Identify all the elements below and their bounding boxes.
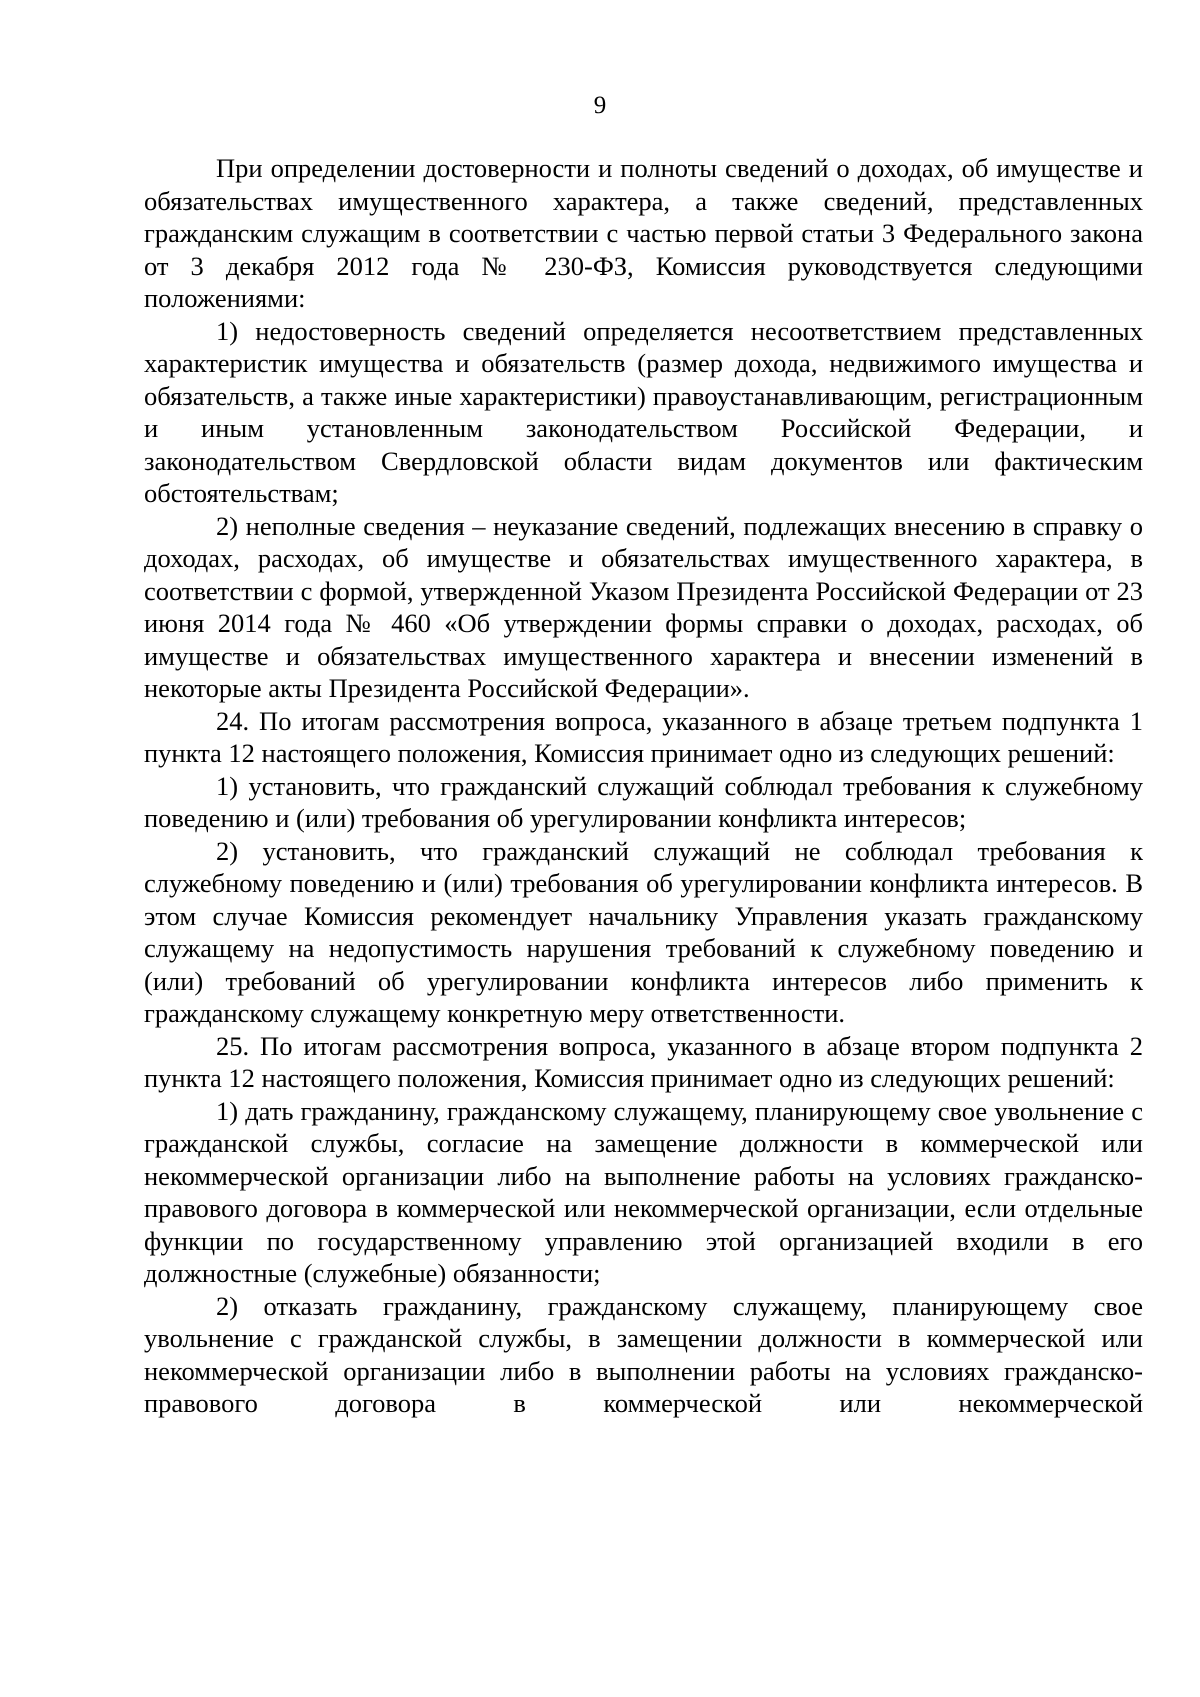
- paragraph-item-2-incomplete: 2) неполные сведения – неуказание сведений, подлежащих внесению в справку о доходах, расходах, об имуществе и обязательствах имущественного характера, в соответствии с формой, утвержденной Указом Президента Российской Федерации от 23 июня 2014 года № 460 «Об утверждении формы справки о доходах, расходах, об имуществе и обязательствах имущественного характера и внесении изменений в некоторые акты Президента Российской Федерации».: [144, 510, 1143, 703]
- paragraph-item-1-unreliability: 1) недостоверность сведений определяется несоответствием представленных характеристик имущества и обязательств (размер дохода, недвижимого имущества и обязательств, а также иные характеристики) правоустанавливающим, регистрационным и иным установленным законодательством Российской Федерации, и законодательством Свердловской области видам документов или фактическим обстоятельствам;: [144, 315, 1143, 508]
- paragraph-intro: При определении достоверности и полноты сведений о доходах, об имуществе и обязательствах имущественного характера, а также сведений, представленных гражданским служащим в соответствии с частью первой статьи 3 Федерального закона от 3 декабря 2012 года № 230-ФЗ, Комиссия руководствуется следующими положениями:: [144, 153, 1143, 313]
- paragraph-clause-25-item-2: 2) отказать гражданину, гражданскому служащему, планирующему свое увольнение с гражданской службы, в замещении должности в коммерческой или некоммерческой организации либо в выполнении работы на условиях гражданско-правового договора в коммерческой или некоммерческой: [144, 1290, 1143, 1418]
- paragraph-clause-24-item-2: 2) установить, что гражданский служащий не соблюдал требования к служебному поведению и (или) требования об урегулировании конфликта интересов. В этом случае Комиссия рекомендует начальнику Управления указать гражданскому служащему на недопустимость нарушения требований к служебному поведению и (или) требований об урегулировании конфликта интересов либо применить к гражданскому служащему конкретную меру ответственности.: [144, 835, 1143, 1028]
- paragraph-clause-25: 25. По итогам рассмотрения вопроса, указанного в абзаце втором подпункта 2 пункта 12 настоящего положения, Комиссия принимает одно из следующих решений:: [144, 1030, 1143, 1093]
- paragraph-clause-25-item-1: 1) дать гражданину, гражданскому служащему, планирующему свое увольнение с гражданской службы, согласие на замещение должности в коммерческой или некоммерческой организации либо на выполнение работы на условиях гражданско-правового договора в коммерческой или некоммерческой организации, если отдельные функции по государственному управлению этой организацией входили в его должностные (служебные) обязанности;: [144, 1095, 1143, 1288]
- paragraph-clause-24-item-1: 1) установить, что гражданский служащий соблюдал требования к служебному поведению и (или) требования об урегулировании конфликта интересов;: [144, 770, 1143, 833]
- page-number: 9: [593, 92, 607, 119]
- paragraph-clause-24: 24. По итогам рассмотрения вопроса, указанного в абзаце третьем подпункта 1 пункта 12 настоящего положения, Комиссия принимает одно из следующих решений:: [144, 705, 1143, 768]
- document-body: [144, 152, 1143, 1420]
